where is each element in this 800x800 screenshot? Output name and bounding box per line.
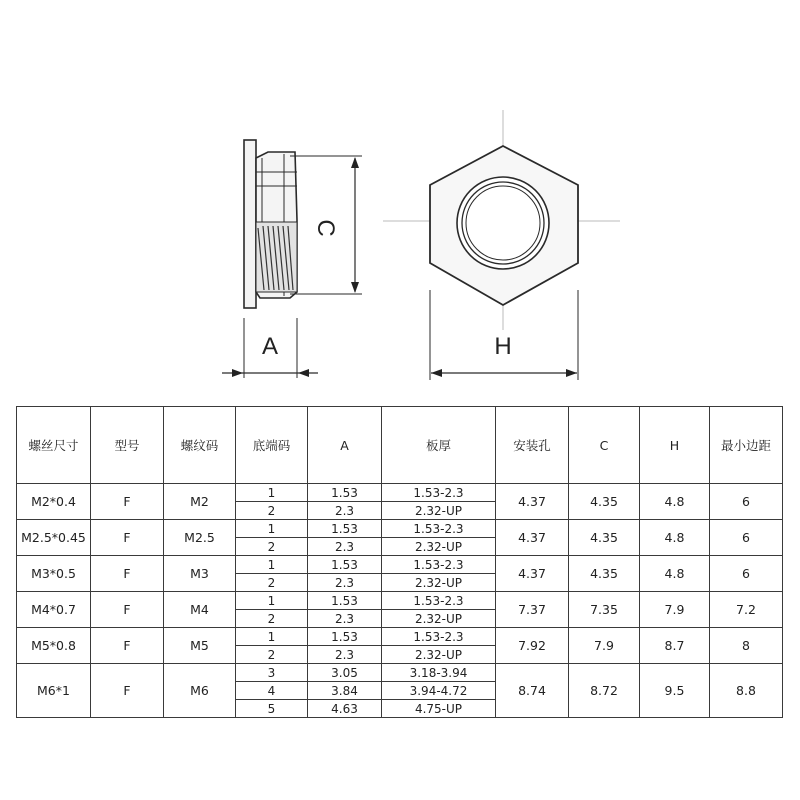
cell-h: 4.8 [640,484,710,520]
cell-min-edge: 6 [710,520,783,556]
column-header: 板厚 [382,407,496,484]
table-row [17,592,783,610]
column-header: 型号 [91,407,164,484]
cell-thickness: 3.94-4.72 [382,682,496,700]
cell-thickness: 1.53-2.3 [382,592,496,610]
cell-hole: 8.74 [496,664,569,718]
cell-h: 4.8 [640,556,710,592]
cell-screw-size: M5*0.8 [17,628,91,664]
cell-screw-size: M4*0.7 [17,592,91,628]
cell-thread-code: M2 [164,484,236,520]
cell-bottom-code: 3 [236,664,308,682]
cell-thickness: 1.53-2.3 [382,556,496,574]
cell-bottom-code: 2 [236,574,308,592]
cell-a: 1.53 [308,628,382,646]
cell-bottom-code: 2 [236,502,308,520]
table-row [17,484,783,502]
cell-bottom-code: 2 [236,538,308,556]
cell-thread-code: M4 [164,592,236,628]
cell-c: 4.35 [569,520,640,556]
cell-a: 1.53 [308,556,382,574]
table-row [17,628,783,646]
column-header: C [569,407,640,484]
cell-a: 1.53 [308,520,382,538]
dimension-label-a: A [261,333,279,360]
cell-a: 2.3 [308,610,382,628]
dimension-label-c: C [312,219,339,237]
cell-thickness: 3.18-3.94 [382,664,496,682]
cell-min-edge: 6 [710,556,783,592]
cell-c: 8.72 [569,664,640,718]
cell-a: 2.3 [308,538,382,556]
cell-thickness: 2.32-UP [382,502,496,520]
cell-bottom-code: 2 [236,646,308,664]
table-row [17,664,783,682]
cell-thread-code: M6 [164,664,236,718]
cell-model: F [91,664,164,718]
cell-c: 7.9 [569,628,640,664]
table-header-row [17,407,783,484]
cell-a: 1.53 [308,592,382,610]
cell-thickness: 4.75-UP [382,700,496,718]
spec-table [16,406,783,718]
cell-thickness: 2.32-UP [382,610,496,628]
cell-thread-code: M5 [164,628,236,664]
cell-h: 8.7 [640,628,710,664]
cell-bottom-code: 2 [236,610,308,628]
column-header: 螺丝尺寸 [17,407,91,484]
cell-c: 4.35 [569,556,640,592]
cell-model: F [91,520,164,556]
cell-bottom-code: 1 [236,592,308,610]
cell-screw-size: M6*1 [17,664,91,718]
cell-min-edge: 7.2 [710,592,783,628]
cell-a: 3.84 [308,682,382,700]
table-row [17,556,783,574]
cell-screw-size: M3*0.5 [17,556,91,592]
dimension-label-h: H [494,333,512,360]
cell-c: 7.35 [569,592,640,628]
cell-thickness: 2.32-UP [382,538,496,556]
cell-a: 1.53 [308,484,382,502]
cell-h: 7.9 [640,592,710,628]
table-row [17,520,783,538]
cell-model: F [91,484,164,520]
cell-hole: 7.37 [496,592,569,628]
cell-bottom-code: 1 [236,628,308,646]
cell-min-edge: 8 [710,628,783,664]
cell-thickness: 2.32-UP [382,574,496,592]
cell-min-edge: 6 [710,484,783,520]
cell-bottom-code: 1 [236,484,308,502]
side-view [222,140,362,378]
cell-a: 3.05 [308,664,382,682]
cell-c: 4.35 [569,484,640,520]
cell-thread-code: M3 [164,556,236,592]
cell-hole: 4.37 [496,556,569,592]
column-header: 螺纹码 [164,407,236,484]
column-header: 最小边距 [710,407,783,484]
cell-bottom-code: 1 [236,556,308,574]
column-header: H [640,407,710,484]
cell-thread-code: M2.5 [164,520,236,556]
cell-a: 4.63 [308,700,382,718]
cell-model: F [91,556,164,592]
cell-thickness: 2.32-UP [382,646,496,664]
column-header: 底端码 [236,407,308,484]
cell-screw-size: M2*0.4 [17,484,91,520]
cell-model: F [91,628,164,664]
cell-thickness: 1.53-2.3 [382,520,496,538]
column-header: A [308,407,382,484]
cell-a: 2.3 [308,574,382,592]
cell-a: 2.3 [308,502,382,520]
cell-thickness: 1.53-2.3 [382,484,496,502]
cell-model: F [91,592,164,628]
cell-thickness: 1.53-2.3 [382,628,496,646]
cell-a: 2.3 [308,646,382,664]
cell-bottom-code: 4 [236,682,308,700]
cell-screw-size: M2.5*0.45 [17,520,91,556]
column-header: 安装孔 [496,407,569,484]
cell-hole: 4.37 [496,520,569,556]
cell-min-edge: 8.8 [710,664,783,718]
cell-bottom-code: 5 [236,700,308,718]
cell-h: 9.5 [640,664,710,718]
cell-bottom-code: 1 [236,520,308,538]
cell-h: 4.8 [640,520,710,556]
cell-hole: 7.92 [496,628,569,664]
cell-hole: 4.37 [496,484,569,520]
